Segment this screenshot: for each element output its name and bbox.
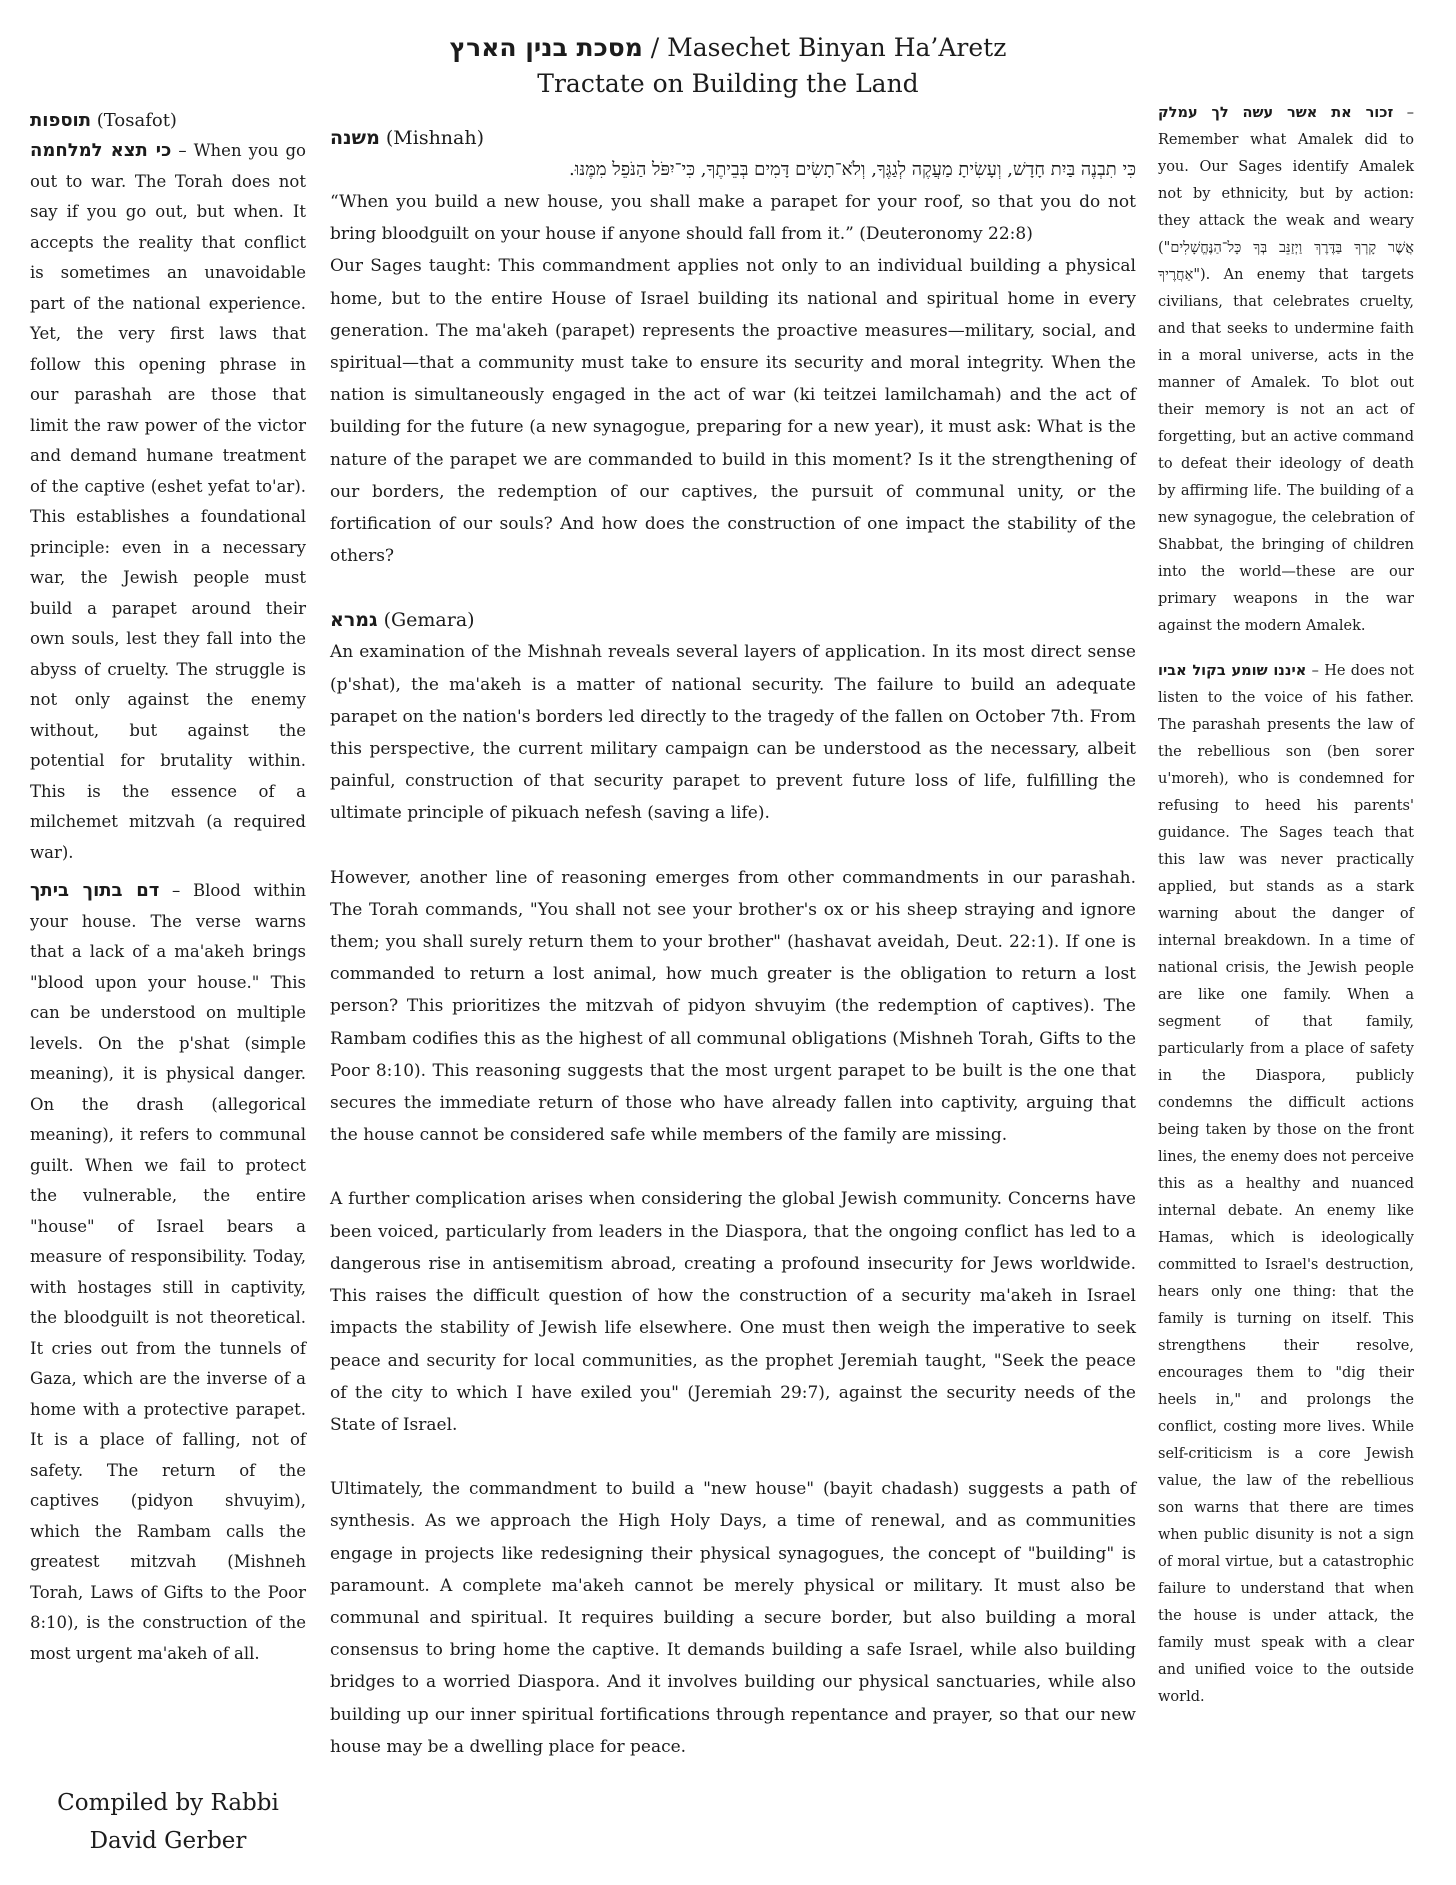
gloss-lemma: זכור את אשר עשה לך עמלק — [1158, 105, 1394, 121]
tosafot-label: (Tosafot) — [96, 110, 177, 131]
gemara-heading — [330, 604, 1136, 636]
tosafot-column — [30, 106, 306, 1677]
mishnah-label: (Mishnah) — [385, 127, 485, 149]
tosafot-hebrew: תוספות — [30, 110, 92, 131]
mishnah-text: Our Sages taught: This commandment applies not only to an individual building a physical home, but to the entire House of Israel building its national and spiritual home in every generation. The ma'akeh (parapet) represents the proactive measures—military, social, and spiritual—that a community must take to ensure its security and moral integrity. When the nation is simultaneously engaged in the act of war (ki teitzei lamilchamah) and the act of building for the future (a new synagogue, preparing for a new year), it must ask: What is the nature of the parapet we are commanded to build in this moment? Is it the strengthening of our borders, the redemption of our captives, the pursuit of communal unity, or the fortification of our souls? And how does the construction of one impact the stability of the others? — [330, 256, 1136, 567]
gemara-paragraph: Ultimately, the commandment to build a "new house" (bayit chadash) suggests a path of synthesis. As we approach the High Holy Days, a time of renewal, and as communities engage in projects like redesigning their physical synagogues, the concept of "building" is paramount. A complete ma'akeh cannot be merely physical or military. It must also be communal and spiritual. It requires building a secure border, but also building a moral consensus to bring home the captive. It demands building a safe Israel, while also building bridges to a worried Diaspora. And it involves building our physical sanctuaries, while also building up our inner spiritual fortifications through repentance and prayer, so that our new house may be a dwelling place for peace. — [330, 1479, 1136, 1757]
gloss-text: "). An enemy that targets civilians, that celebrates cruelty, and that seeks to undermine faith in a moral universe, acts in the manner of Amalek. To blot out their memory is not an act of forgetting, but an active command to defeat their ideology of death by affirming life. The building of a new synagogue, the celebration of Shabbat, the bringing of children into the world—these are our primary weapons in the war against the modern Amalek. — [1158, 267, 1414, 634]
gloss-dash: – — [1306, 663, 1325, 679]
gemara-paragraph: A further complication arises when considering the global Jewish community. Concerns have been voiced, particularly from leaders in the Diaspora, that the ongoing conflict has led to a dangerous rise in antisemitism abroad, creating a profound insecurity for Jews worldwide. This raises the difficult question of how the construction of a security ma'akeh in Israel impacts the stability of Jewish life elsewhere. One must then weigh the imperative to seek peace and security for local communities, as the prophet Jeremiah taught, "Seek the peace of the city to which I have exiled you" (Jeremiah 29:7), against the security needs of the State of Israel. — [330, 1189, 1136, 1435]
commentary-column — [1158, 100, 1414, 1729]
gemara-paragraph: An examination of the Mishnah reveals several layers of application. In its most direct sense (p'shat), the ma'akeh is a matter of national security. The failure to build an adequate parapet on the nation's borders led directly to the tragedy of the fallen on October 7th. From this perspective, the current military campaign can be understood as the necessary, albeit painful, construction of that security parapet to prevent future loss of life, fulfilling the ultimate principle of pikuach nefesh (saving a life). — [330, 642, 1136, 824]
title-english: Masechet Binyan Ha’Aretz — [667, 33, 1007, 62]
title-separator: / — [642, 33, 668, 62]
tosafot-gloss — [30, 876, 306, 1669]
page-subtitle: Tractate on Building the Land — [537, 69, 919, 98]
gloss-text: When you go out to war. The Torah does not say if you go out, but when. It accepts the reality that conflict is sometimes an unavoidable part of the national experience. Yet, the very first laws that follow this opening phrase in our parashah are those that limit the raw power of the victor and demand humane treatment of the captive (eshet yefat to'ar). This establishes a foundational principle: even in a necessary war, the Jewish people must build a parapet around their own souls, lest they fall into the abyss of cruelty. The struggle is not only against the enemy without, but against the potential for brutality within. This is the essence of a milchemet mitzvah (a required war). — [30, 141, 306, 862]
verse-english: “When you build a new house, you shall make a parapet for your roof, so that you do not bring bloodguilt on your house if anyone should fall from it.” (Deuteronomy 22:8) — [330, 192, 1136, 245]
tosafot-heading — [30, 106, 306, 136]
gemara-hebrew: גמרא — [330, 609, 378, 632]
gemara-paragraph: However, another line of reasoning emerges from other commandments in our parashah. The Torah commands, "You shall not see your brother's ox or his sheep straying and ignore them; you shall surely return them to your brother" (hashavat aveidah, Deut. 22:1). If one is commanded to return a lost animal, how much greater is the obligation to return a lost person? This prioritizes the mitzvah of pidyon shvuyim (the redemption of captives). The Rambam codifies this as the highest of all communal obligations (Mishneh Torah, Gifts to the Poor 8:10). This reasoning suggests that the most urgent parapet to be built is the one that secures the immediate return of those who have already fallen into captivity, arguing that the house cannot be considered safe while members of the family are missing. — [330, 867, 1136, 1146]
page-header — [0, 30, 1456, 102]
gloss-lemma: כי תצא למלחמה — [30, 140, 172, 161]
gloss-text: He does not listen to the voice of his father. The parashah presents the law of the rebellious son (ben sorer u'moreh), who is condemned for refusing to heed his parents' guidance. The Sages teach that this law was never practically applied, but stands as a stark warning about the danger of internal breakdown. In a time of national crisis, the Jewish people are like one family. When a segment of that family, particularly from a place of safety in the Diaspora, publicly condemns the difficult actions being taken by those on the front lines, the enemy does not perceive this as a healthy and nuanced internal debate. An enemy like Hamas, which is ideologically committed to Israel's destruction, hears only one thing: that the family is turning on itself. This strengthens their resolve, encourages them to "dig their heels in," and prolongs the conflict, costing more lives. While self-criticism is a core Jewish value, the law of the rebellious son warns that there are times when public disunity is not a sign of moral virtue, but a catastrophic failure to understand that when the house is under attack, the family must speak with a clear and unified voice to the outside world. — [1158, 663, 1414, 1705]
mishnah-hebrew: משנה — [330, 127, 380, 149]
gemara-label: (Gemara) — [383, 609, 475, 632]
gloss-lemma: דם בתוך ביתך — [30, 880, 160, 901]
gloss-dash: – — [171, 141, 194, 160]
gloss-text: Remember what Amalek did to you. Our Sages identify Amalek not by ethnicity, but by action: they attack the weak and weary (" — [1158, 132, 1414, 256]
tosafot-gloss — [30, 136, 306, 868]
main-column — [330, 122, 1136, 1795]
commentary-gloss — [1158, 100, 1414, 640]
compiler-credit: Compiled by Rabbi David Gerber — [57, 1790, 279, 1854]
commentary-gloss — [1158, 658, 1414, 1711]
gloss-dash: – — [159, 881, 193, 900]
title-hebrew: מסכת בנין הארץ — [449, 33, 643, 62]
verse-hebrew: כִּי תִבְנֶה בַּיִת חָדָשׁ, וְעָשִׂיתָ מַעֲקֶה לְגַגֶּךָ, וְלֹא־תָשִׂים דָּמִים בְּבֵיתֶךָ, כִּי־יִפֹּל הַנֹּפֵל מִמֶּנּוּ. — [569, 159, 1136, 180]
gloss-dash: – — [1393, 105, 1414, 121]
gloss-text: Blood within your house. The verse warns that a lack of a ma'akeh brings "blood upon your house." This can be understood on multiple levels. On the p'shat (simple meaning), it is physical danger. On the drash (allegorical meaning), it refers to communal guilt. When we fail to protect the vulnerable, the entire "house" of Israel bears a measure of responsibility. Today, with hostages still in captivity, the bloodguilt is not theoretical. It cries out from the tunnels of Gaza, which are the inverse of a home with a protective parapet. It is a place of falling, not of safety. The return of the captives (pidyon shvuyim), which the Rambam calls the greatest mitzvah (Mishneh Torah, Laws of Gifts to the Poor 8:10), is the construction of the most urgent ma'akeh of all. — [30, 881, 307, 1663]
gloss-hebrew-quote: אֲשֶׁר קָרְךָ בַּדֶּרֶךְ וַיְזַנֵּב בְּךָ כָּל־הַנֶּחֱשָׁלִים אַחֲרֶיךָ — [1158, 240, 1414, 283]
mishnah-heading — [330, 122, 1136, 154]
gloss-lemma: איננו שומע בקול אביו — [1158, 663, 1307, 679]
page-title — [0, 30, 1456, 66]
